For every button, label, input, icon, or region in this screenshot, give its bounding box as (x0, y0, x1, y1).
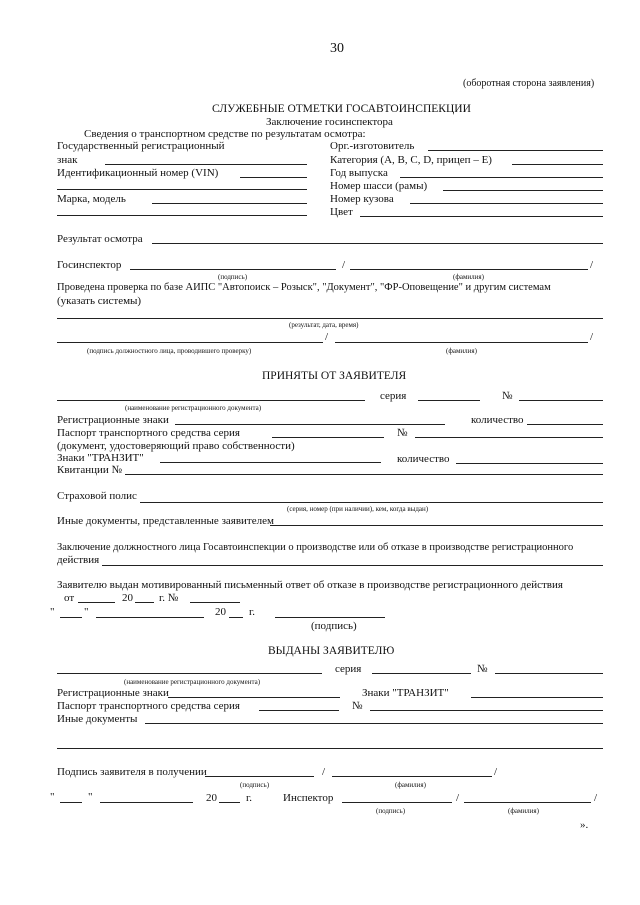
surname-caption: (фамилия) (395, 781, 426, 789)
slash: / (322, 766, 326, 778)
received-transit-plates-field[interactable] (160, 462, 381, 463)
official-marks-title: СЛУЖЕБНЫЕ ОТМЕТКИ ГОСАВТОИНСПЕКЦИИ (212, 103, 471, 115)
refusal-signature-field[interactable] (275, 617, 385, 618)
refusal-number-field[interactable] (190, 602, 240, 603)
issued-other-docs-field-2[interactable] (57, 748, 603, 749)
number-sign: № (502, 390, 513, 402)
vehicle-passport-label: Паспорт транспортного средства серия (57, 427, 240, 439)
official-signature-caption: (подпись должностного лица, проводившего проверку) (87, 347, 252, 355)
issued-transit-plates-field[interactable] (471, 697, 603, 698)
official-surname-field[interactable] (335, 342, 588, 343)
database-check-text-2: (указать системы) (57, 295, 142, 307)
signature-caption: (подпись) (218, 273, 248, 281)
receipt-day-field[interactable] (60, 802, 82, 803)
issued-passport-series-field[interactable] (259, 710, 339, 711)
make-model-field[interactable] (152, 203, 307, 204)
manufacturer-label: Орг.-изготовитель (330, 140, 415, 152)
refusal-date-field[interactable] (78, 602, 115, 603)
vehicle-passport-label: Паспорт транспортного средства серия (57, 700, 240, 712)
issued-series-field[interactable] (372, 673, 471, 674)
other-docs-label: Иные документы (57, 713, 138, 725)
issued-title: ВЫДАНЫ ЗАЯВИТЕЛЮ (268, 645, 395, 657)
year-prefix: 20 (206, 792, 217, 804)
received-receipts-field[interactable] (125, 474, 603, 475)
issued-number-field[interactable] (495, 673, 603, 674)
quote-close: " (84, 606, 89, 618)
signature-day-field[interactable] (60, 617, 82, 618)
make-model-label: Марка, модель (57, 193, 126, 205)
check-result-field[interactable] (57, 318, 603, 319)
closing-mark: ». (580, 819, 589, 831)
quote-open: " (50, 606, 55, 618)
slash: / (590, 331, 594, 343)
received-number-field[interactable] (519, 400, 603, 401)
vin-field-2[interactable] (57, 189, 307, 190)
category-field[interactable] (512, 164, 603, 165)
slash: / (342, 259, 346, 271)
slash: / (456, 792, 460, 804)
from-label: от (64, 592, 75, 604)
signature-caption: (подпись) (311, 620, 357, 632)
issued-passport-number-field[interactable] (370, 710, 603, 711)
received-transit-quantity-field[interactable] (456, 463, 603, 464)
official-signature-field[interactable] (57, 342, 323, 343)
quantity-label: количество (471, 414, 524, 426)
surname-caption: (фамилия) (508, 807, 539, 815)
received-series-field[interactable] (418, 400, 480, 401)
signature-caption: (подпись) (376, 807, 406, 815)
vin-label: Идентификационный номер (VIN) (57, 167, 219, 179)
refusal-text: Заявителю выдан мотивированный письменный ответ об отказе в производстве регистрационного действия (57, 579, 563, 591)
series-label: серия (380, 390, 407, 402)
year-label: Год выпуска (330, 167, 388, 179)
year-prefix: 20 (215, 606, 226, 618)
received-title: ПРИНЯТЫ ОТ ЗАЯВИТЕЛЯ (262, 370, 407, 382)
receipts-label: Квитанции № (57, 464, 123, 476)
insurance-caption: (серия, номер (при наличии), кем, когда выдан) (287, 505, 429, 513)
year-g-label: г. (249, 606, 256, 618)
year-g-label: г. (246, 792, 253, 804)
signature-year-field[interactable] (229, 617, 243, 618)
received-passport-number-field[interactable] (415, 437, 603, 438)
inspector-conclusion-subtitle: Заключение госинспектора (266, 116, 393, 128)
insurance-field[interactable] (140, 502, 603, 503)
quote-open: " (50, 791, 55, 803)
reg-plates-label: Регистрационные знаки (57, 687, 169, 699)
doc-name-caption: (наименование регистрационного документа) (125, 404, 262, 412)
surname-caption: (фамилия) (446, 347, 477, 355)
check-result-caption: (результат, дата, время) (289, 321, 359, 329)
conclusion-text: Заключение должностного лица Госавтоинспекции о производстве или об отказе в производстве регистрационного (57, 542, 574, 553)
transit-plates-label: Знаки "ТРАНЗИТ" (362, 687, 449, 699)
conclusion-text-2: действия (57, 554, 100, 566)
number-sign: № (352, 700, 363, 712)
inspector-signature-field[interactable] (130, 269, 336, 270)
signature-month-field[interactable] (96, 617, 204, 618)
issued-reg-plates-field[interactable] (168, 697, 340, 698)
year-number-label: г. № (159, 592, 179, 604)
reg-plate-label: Государственный регистрационный (57, 140, 225, 152)
receipt-year-field[interactable] (219, 802, 240, 803)
slash: / (590, 259, 594, 271)
received-reg-plates-quantity-field[interactable] (527, 424, 603, 425)
color-field[interactable] (360, 216, 603, 217)
database-check-text: Проведена проверка по базе АИПС "Автопоиск – Розыск", "Документ", "ФР-Оповещение" и другим системам (57, 282, 551, 293)
slash: / (594, 792, 598, 804)
make-model-field-2[interactable] (57, 215, 307, 216)
inspection-result-field[interactable] (152, 243, 603, 244)
applicant-surname-field[interactable] (332, 776, 492, 777)
inspector-signature-field[interactable] (342, 802, 452, 803)
chassis-label: Номер шасси (рамы) (330, 180, 428, 192)
year-field[interactable] (400, 177, 603, 178)
signature-caption: (подпись) (240, 781, 270, 789)
reg-plate-label-2: знак (57, 154, 78, 166)
series-label: серия (335, 663, 362, 675)
page-number: 30 (330, 41, 344, 56)
reg-plates-label: Регистрационные знаки (57, 414, 169, 426)
transit-plates-label: Знаки "ТРАНЗИТ" (57, 452, 144, 464)
issued-other-docs-field[interactable] (145, 723, 603, 724)
receipt-month-field[interactable] (100, 802, 193, 803)
surname-caption: (фамилия) (453, 273, 484, 281)
inspector-label: Госинспектор (57, 259, 122, 271)
other-docs-label: Иные документы, представленные заявителем (57, 515, 274, 527)
received-doc-name-field[interactable] (57, 400, 365, 401)
body-number-field[interactable] (410, 203, 603, 204)
category-label: Категория (A, B, C, D, прицеп – E) (330, 154, 492, 166)
received-passport-series-field[interactable] (272, 437, 384, 438)
quantity-label: количество (397, 453, 450, 465)
vin-field[interactable] (240, 177, 307, 178)
refusal-year-field[interactable] (135, 602, 154, 603)
slash: / (325, 331, 329, 343)
reg-plate-field[interactable] (105, 164, 307, 165)
applicant-signature-label: Подпись заявителя в получении (57, 766, 207, 778)
ownership-doc-label: (документ, удостоверяющий право собственности) (57, 440, 295, 452)
inspector-surname-field[interactable] (350, 269, 588, 270)
slash: / (494, 766, 498, 778)
inspection-result-label: Результат осмотра (57, 233, 143, 245)
number-sign: № (397, 427, 408, 439)
inspector-surname-field[interactable] (464, 802, 591, 803)
number-sign: № (477, 663, 488, 675)
other-docs-field[interactable] (270, 525, 603, 526)
issued-doc-name-field[interactable] (57, 673, 322, 674)
conclusion-field[interactable] (102, 565, 603, 566)
vehicle-info-heading: Сведения о транспортном средстве по результатам осмотра: (84, 128, 366, 140)
doc-name-caption: (наименование регистрационного документа) (124, 678, 261, 686)
insurance-label: Страховой полис (57, 490, 137, 502)
reverse-side-note: (оборотная сторона заявления) (463, 78, 595, 89)
applicant-signature-field[interactable] (205, 776, 314, 777)
inspector-label: Инспектор (283, 792, 334, 804)
year-prefix: 20 (122, 592, 133, 604)
chassis-field[interactable] (443, 190, 603, 191)
received-reg-plates-field[interactable] (175, 424, 445, 425)
quote-close: " (88, 791, 93, 803)
body-number-label: Номер кузова (330, 193, 394, 205)
manufacturer-field[interactable] (428, 150, 603, 151)
color-label: Цвет (330, 206, 353, 218)
